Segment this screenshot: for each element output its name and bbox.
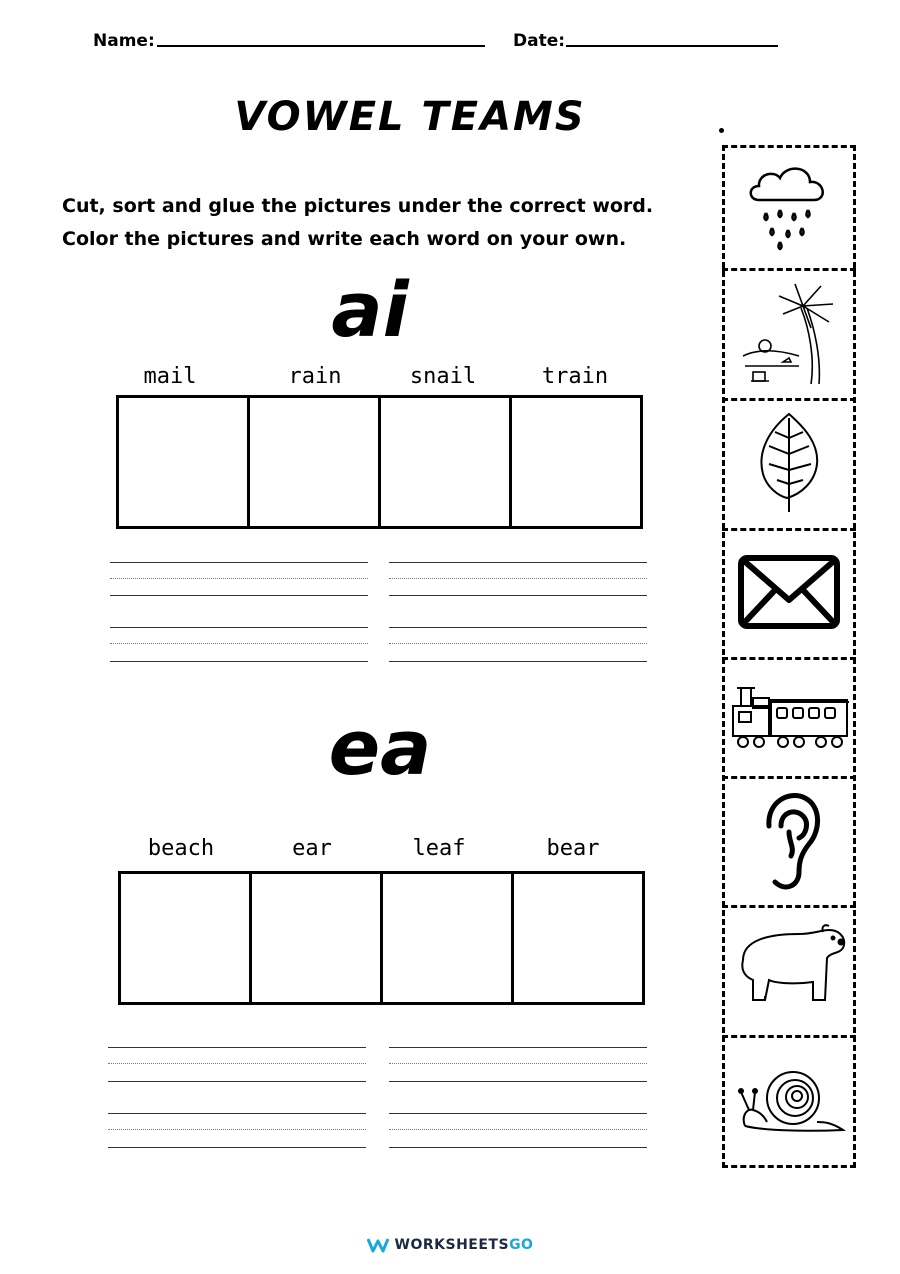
glue-box[interactable] xyxy=(381,398,512,526)
vowel-team-ai-heading: ai xyxy=(331,265,409,354)
glue-box[interactable] xyxy=(121,874,252,1002)
word-label: train xyxy=(541,364,609,389)
cut-line xyxy=(722,1035,856,1038)
cut-line xyxy=(722,657,856,660)
ai-glue-boxes xyxy=(116,395,643,529)
scissor-dot xyxy=(719,128,724,133)
cut-line xyxy=(722,528,856,531)
word-label: beach xyxy=(147,836,215,861)
cut-line xyxy=(722,268,856,271)
glue-box[interactable] xyxy=(383,874,514,1002)
vowel-team-ea-heading: ea xyxy=(328,703,432,792)
word-label: rain xyxy=(288,364,342,389)
cut-line xyxy=(722,905,856,908)
date-write-line[interactable] xyxy=(566,45,778,47)
date-label: Date: xyxy=(513,31,566,51)
beach-palm-icon[interactable] xyxy=(722,278,856,388)
mail-envelope-icon[interactable] xyxy=(722,552,856,632)
glue-box[interactable] xyxy=(252,874,383,1002)
word-label: snail xyxy=(409,364,477,389)
footer-brand xyxy=(0,1237,900,1253)
glue-box[interactable] xyxy=(512,398,640,526)
word-label: ear xyxy=(292,836,332,861)
rain-cloud-icon[interactable] xyxy=(722,158,856,253)
name-label: Name: xyxy=(93,31,155,51)
ea-glue-boxes xyxy=(118,871,645,1005)
train-icon[interactable] xyxy=(722,680,856,750)
brand-name: WORKSHEETSGO xyxy=(394,1237,534,1253)
worksheet-title: VOWEL TEAMS xyxy=(234,94,586,140)
ear-icon[interactable] xyxy=(722,786,856,896)
glue-box[interactable] xyxy=(250,398,381,526)
name-write-line[interactable] xyxy=(157,45,485,47)
word-label: leaf xyxy=(412,836,466,861)
instruction-line-2: Color the pictures and write each word on your own. xyxy=(62,228,627,250)
worksheetsgo-logo-icon xyxy=(367,1237,389,1253)
snail-icon[interactable] xyxy=(722,1060,856,1140)
cut-line xyxy=(722,776,856,779)
word-label: mail xyxy=(143,364,197,389)
glue-box[interactable] xyxy=(119,398,250,526)
instruction-line-1: Cut, sort and glue the pictures under the correct word. xyxy=(62,195,654,217)
glue-box[interactable] xyxy=(514,874,642,1002)
leaf-icon[interactable] xyxy=(722,408,856,518)
cut-line xyxy=(722,398,856,401)
word-label: bear xyxy=(546,836,600,861)
bear-icon[interactable] xyxy=(722,920,856,1020)
